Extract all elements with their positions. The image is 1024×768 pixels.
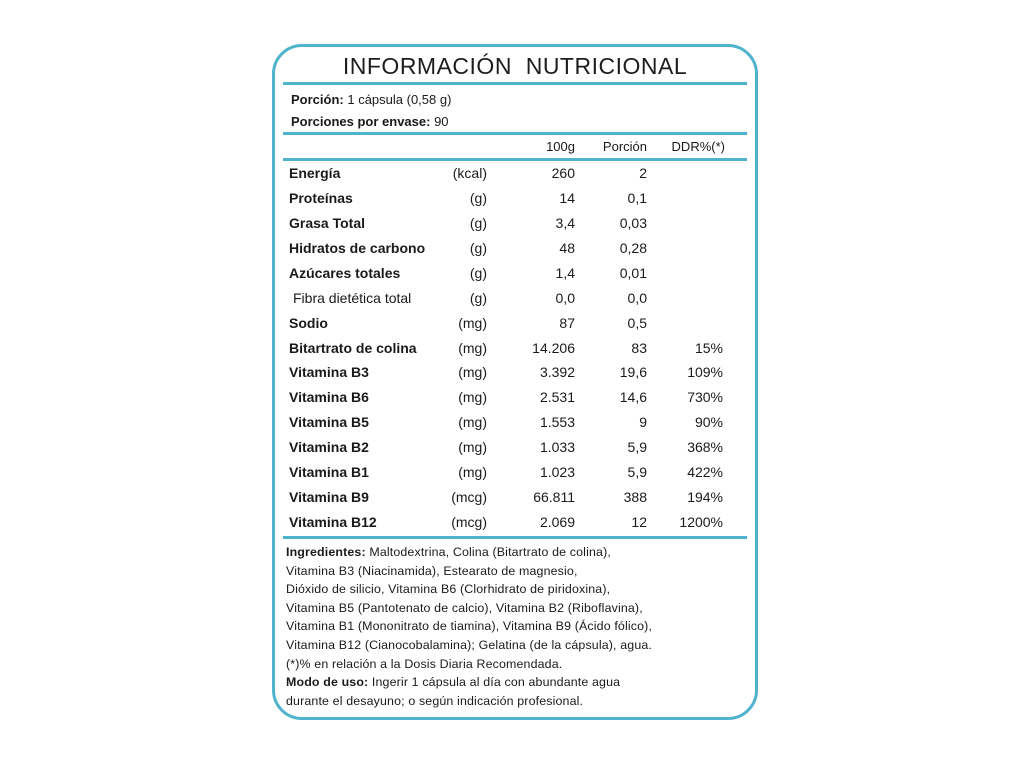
nutrient-unit: (mcg): [451, 489, 487, 506]
nutrient-unit: (g): [469, 239, 487, 256]
value-per-100g: 48: [559, 239, 575, 256]
value-per-portion: 5,9: [627, 439, 647, 456]
value-per-portion: 83: [631, 339, 647, 356]
value-per-portion: 0,03: [619, 214, 647, 231]
value-ddr-percent: 730%: [687, 389, 723, 406]
nutrient-name: Fibra dietética total: [293, 289, 412, 306]
servings-per-container-label: Porciones por envase:: [291, 114, 431, 129]
nutrient-name: Vitamina B3: [289, 364, 369, 381]
value-per-100g: 1.553: [539, 414, 575, 431]
value-per-100g: 66.811: [533, 489, 575, 506]
nutrient-name: Azúcares totales: [289, 264, 401, 281]
nutrient-name: Sodio: [289, 314, 328, 331]
nutrient-row: [275, 340, 755, 364]
nutrient-row: [275, 240, 755, 264]
nutrient-row: [275, 265, 755, 289]
value-per-portion: 0,1: [627, 189, 647, 206]
nutrient-name: Proteínas: [289, 189, 353, 206]
nutrient-row: [275, 414, 755, 438]
nutrient-unit: (mg): [458, 414, 487, 431]
nutrient-unit: (g): [469, 264, 487, 281]
nutrient-row: [275, 190, 755, 214]
value-ddr-percent: 368%: [687, 439, 723, 456]
value-per-portion: 9: [639, 414, 647, 431]
divider: [283, 82, 747, 85]
nutrient-name: Bitartrato de colina: [289, 339, 417, 356]
nutrient-name: Energía: [289, 165, 341, 181]
divider: [283, 132, 747, 135]
ingredients-line: Vitamina B5 (Pantotenato de calcio), Vitamina B2 (Riboflavina),: [286, 600, 643, 615]
value-per-100g: 14: [559, 189, 575, 206]
nutrient-name: Vitamina B1: [289, 464, 369, 481]
nutrient-name: Vitamina B5: [289, 414, 369, 431]
value-ddr-percent: 109%: [687, 364, 723, 381]
usage-text: durante el desayuno; o según indicación profesional.: [286, 693, 584, 708]
serving-size: [291, 92, 451, 107]
value-per-100g: 1,4: [555, 264, 575, 281]
footnote: (*)% en relación a la Dosis Diaria Recomendada.: [286, 656, 563, 671]
ingredients-label: Ingredientes:: [286, 545, 366, 559]
value-per-portion: 0,28: [619, 239, 647, 256]
value-per-100g: 3,4: [555, 214, 575, 231]
column-header-100g: 100g: [546, 139, 575, 154]
nutrient-row: [275, 315, 755, 339]
servings-per-container-value: 90: [434, 114, 449, 129]
value-per-100g: 87: [559, 314, 575, 331]
value-per-100g: 2.531: [539, 389, 575, 406]
value-per-100g: 1.033: [539, 439, 575, 456]
nutrient-row: [275, 165, 755, 189]
nutrient-row: [275, 290, 755, 314]
value-per-100g: 260: [551, 165, 575, 181]
nutrient-unit: (mcg): [451, 514, 487, 531]
usage-text: Ingerir 1 cápsula al día con abundante agua: [368, 675, 621, 690]
ingredients-line: Vitamina B1 (Mononitrato de tiamina), Vitamina B9 (Ácido fólico),: [286, 619, 653, 634]
nutrient-row: [275, 464, 755, 488]
serving-size-value: 1 cápsula (0,58 g): [347, 92, 452, 107]
nutrient-name: Vitamina B12: [289, 514, 377, 531]
nutrient-row: [275, 514, 755, 538]
value-ddr-percent: 15%: [694, 339, 723, 356]
value-per-portion: 388: [623, 489, 647, 506]
usage-label: Modo de uso:: [286, 675, 369, 690]
value-per-portion: 0,5: [627, 314, 647, 331]
ingredients-line: Dióxido de silicio, Vitamina B6 (Clorhidrato de piridoxina),: [286, 582, 611, 597]
value-per-portion: 0,0: [627, 289, 647, 306]
value-ddr-percent: 422%: [687, 464, 723, 481]
nutrient-row: [275, 489, 755, 513]
nutrient-name: Vitamina B9: [289, 489, 369, 506]
servings-per-container: [291, 114, 449, 129]
value-per-portion: 5,9: [627, 464, 647, 481]
nutrient-unit: (mg): [458, 339, 487, 356]
value-per-100g: 2.069: [539, 514, 575, 531]
nutrient-unit: (g): [469, 214, 487, 231]
serving-size-label: Porción:: [291, 92, 344, 107]
value-per-portion: 0,01: [619, 264, 647, 281]
value-per-100g: 1.023: [539, 464, 575, 481]
nutrient-unit: (g): [469, 289, 487, 306]
nutrition-label: [272, 44, 758, 720]
value-per-portion: 12: [631, 514, 647, 531]
column-header-ddr: DDR%(*): [671, 139, 725, 154]
value-per-portion: 2: [639, 165, 647, 181]
ingredients-block: [286, 543, 749, 710]
label-title: INFORMACIÓN NUTRICIONAL: [342, 53, 688, 79]
divider: [283, 536, 747, 539]
nutrient-unit: (mg): [458, 389, 487, 406]
column-header-portion: Porción: [602, 139, 647, 154]
nutrient-unit: (kcal): [452, 165, 487, 181]
value-per-portion: 19,6: [619, 364, 647, 381]
nutrient-name: Vitamina B2: [289, 439, 369, 456]
value-ddr-percent: 194%: [687, 489, 723, 506]
nutrient-unit: (g): [469, 189, 487, 206]
value-ddr-percent: 1200%: [679, 514, 723, 531]
nutrient-unit: (mg): [458, 464, 487, 481]
divider: [283, 158, 747, 161]
value-per-portion: 14,6: [619, 389, 647, 406]
nutrient-name: Grasa Total: [289, 214, 365, 231]
nutrient-row: [275, 364, 755, 388]
nutrient-row: [275, 215, 755, 239]
ingredients-line: Vitamina B12 (Cianocobalamina); Gelatina (de la cápsula), agua.: [286, 637, 653, 652]
nutrient-unit: (mg): [458, 364, 487, 381]
nutrient-row: [275, 389, 755, 413]
nutrient-unit: (mg): [458, 314, 487, 331]
value-ddr-percent: 90%: [694, 414, 723, 431]
value-per-100g: 3.392: [539, 364, 575, 381]
value-per-100g: 14.206: [532, 339, 575, 356]
nutrient-row: [275, 439, 755, 463]
value-per-100g: 0,0: [555, 289, 575, 306]
nutrient-unit: (mg): [458, 439, 487, 456]
nutrient-name: Vitamina B6: [289, 389, 369, 406]
nutrient-name: Hidratos de carbono: [289, 239, 426, 256]
ingredients-line: Maltodextrina, Colina (Bitartrato de colina),: [365, 545, 611, 559]
ingredients-line: Vitamina B3 (Niacinamida), Estearato de magnesio,: [286, 563, 578, 578]
